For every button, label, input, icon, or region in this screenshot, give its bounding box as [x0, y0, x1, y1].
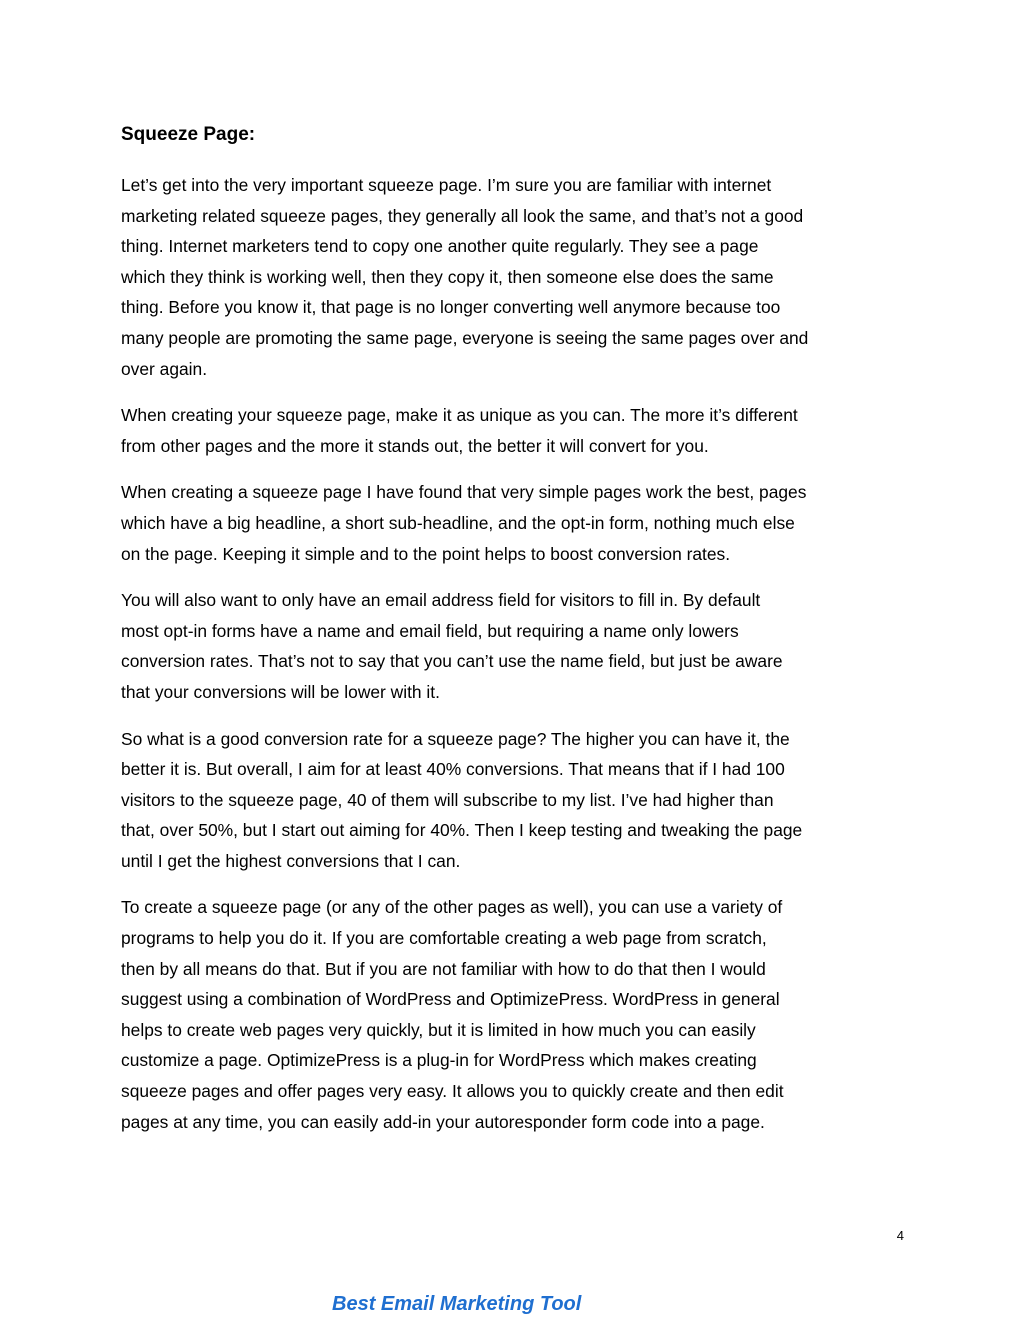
text-line: from other pages and the more it stands out, the better it will convert for you.: [121, 435, 709, 456]
paragraph: [121, 585, 911, 707]
text-line: helps to create web pages very quickly, but it is limited in how much you can easily: [121, 1019, 756, 1040]
page-number: 4: [896, 1228, 904, 1243]
text-line: which have a big headline, a short sub-headline, and the opt-in form, nothing much else: [121, 512, 795, 533]
text-line: until I get the highest conversions that I can.: [121, 850, 461, 871]
text-line: then by all means do that. But if you are not familiar with how to do that then I would: [121, 958, 766, 979]
text-line: pages at any time, you can easily add-in your autoresponder form code into a page.: [121, 1111, 765, 1132]
text-line: many people are promoting the same page, everyone is seeing the same pages over and: [121, 327, 809, 348]
text-line: thing. Internet marketers tend to copy one another quite regularly. They see a page: [121, 236, 759, 257]
footer-brand-link[interactable]: Best Email Marketing Tool: [332, 1293, 582, 1315]
text-line: better it is. But overall, I aim for at least 40% conversions. That means that if I had 100: [121, 759, 785, 780]
body-text: [121, 170, 911, 1153]
text-line: on the page. Keeping it simple and to the point helps to boost conversion rates.: [121, 543, 731, 564]
text-line: thing. Before you know it, that page is no longer converting well anymore because too: [121, 297, 781, 318]
text-line: which they think is working well, then they copy it, then someone else does the same: [121, 266, 774, 287]
paragraph: [121, 724, 911, 877]
text-line: conversion rates. That’s not to say that you can’t use the name field, but just be aware: [121, 651, 783, 672]
text-line: programs to help you do it. If you are comfortable creating a web page from scratch,: [121, 928, 767, 949]
text-line: squeeze pages and offer pages very easy. It allows you to quickly create and then edit: [121, 1081, 784, 1102]
paragraph: [121, 400, 911, 461]
paragraph: [121, 170, 911, 384]
text-line: customize a page. OptimizePress is a plug-in for WordPress which makes creating: [121, 1050, 757, 1071]
text-line: most opt-in forms have a name and email field, but requiring a name only lowers: [121, 620, 739, 641]
text-line: So what is a good conversion rate for a squeeze page? The higher you can have it, the: [121, 728, 790, 749]
paragraph: [121, 477, 911, 569]
text-line: Let’s get into the very important squeeze page. I’m sure you are familiar with internet: [121, 175, 772, 195]
paragraph: [121, 892, 911, 1137]
text-line: You will also want to only have an email address field for visitors to fill in. By default: [121, 590, 761, 611]
text-line: that your conversions will be lower with it.: [121, 681, 440, 702]
text-line: marketing related squeeze pages, they generally all look the same, and that’s not a good: [121, 205, 804, 226]
text-line: over again.: [121, 358, 208, 379]
text-line: When creating a squeeze page I have found that very simple pages work the best, pages: [121, 482, 807, 503]
text-line: visitors to the squeeze page, 40 of them will subscribe to my list. I’ve had higher than: [121, 789, 774, 810]
text-line: that, over 50%, but I start out aiming for 40%. Then I keep testing and tweaking the page: [121, 820, 803, 841]
text-line: suggest using a combination of WordPress and OptimizePress. WordPress in general: [121, 989, 780, 1010]
text-line: To create a squeeze page (or any of the other pages as well), you can use a variety of: [121, 897, 783, 918]
section-heading: Squeeze Page:: [121, 124, 256, 145]
text-line: When creating your squeeze page, make it as unique as you can. The more it’s different: [121, 405, 798, 426]
